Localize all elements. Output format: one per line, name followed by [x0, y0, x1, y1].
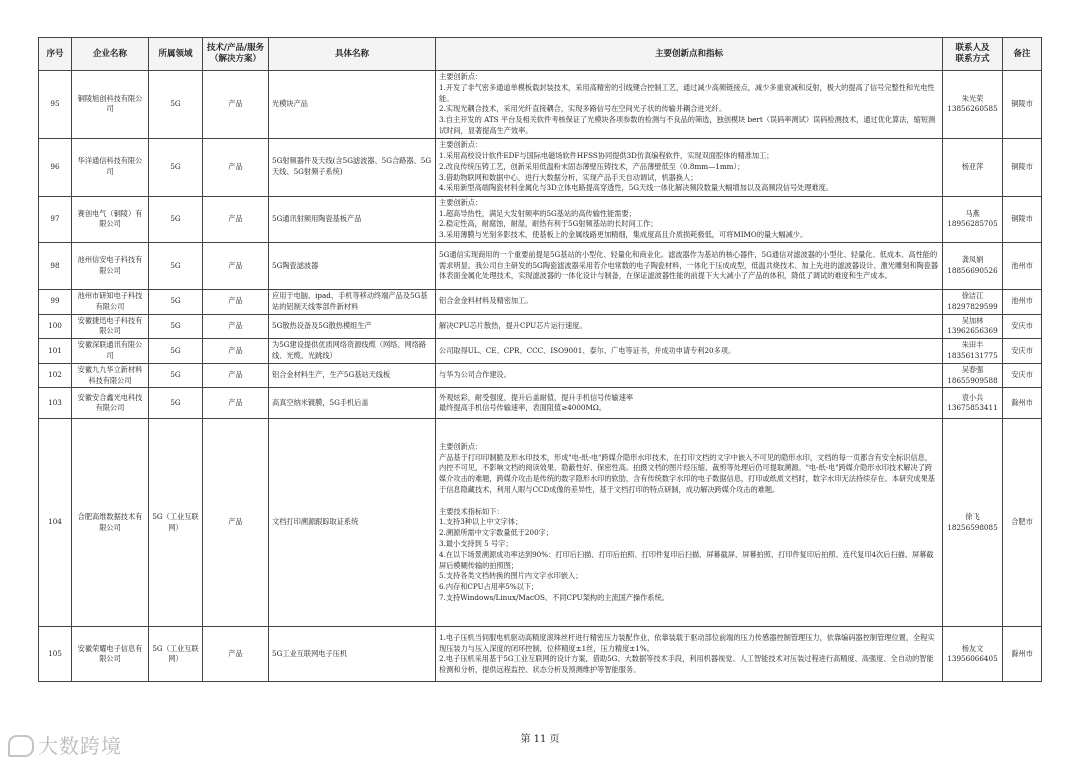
table-header-row	[39, 38, 1042, 71]
cell-innovation: 与华为公司合作建设。	[436, 363, 943, 388]
cell-note: 滁州市	[1003, 388, 1042, 419]
cell-company: 池州市研知电子科技有限公司	[72, 289, 149, 314]
table-row	[39, 339, 1042, 364]
cell-no: 103	[39, 388, 72, 419]
cell-type: 产品	[203, 419, 269, 627]
header-no: 序号	[39, 38, 72, 71]
cell-type: 产品	[203, 138, 269, 196]
table-row	[39, 71, 1042, 139]
cell-field: 5G	[149, 71, 203, 139]
cell-field: 5G	[149, 363, 203, 388]
cell-name: 5G陶瓷滤波器	[269, 242, 436, 289]
cell-contact: 杨亚萍	[943, 138, 1003, 196]
header-company: 企业名称	[72, 38, 149, 71]
cell-name: 为5G建设提供优质网络资源线缆（网络、网络路线、光缆、光跳线）	[269, 339, 436, 364]
enterprise-table	[38, 37, 1042, 682]
cell-note: 铜陵市	[1003, 71, 1042, 139]
cell-no: 104	[39, 419, 72, 627]
cell-name: 铝合金材料生产，生产5G基站天线板	[269, 363, 436, 388]
cell-name: 5G工业互联网电子压机	[269, 627, 436, 682]
table-row	[39, 138, 1042, 196]
cell-innovation: 主要创新点： 产品基于打印印制脆及形水印技术，形成"电-纸-电"跨媒介隐形水印技术，在打印文档的文字中嵌入不可见的隐形水印，文档的每一页都含有安全标识信息，内控不可见，不影响文档的阅读效果、隐蔽性好、保密性高。拍摄文档的图片经压缩、裁剪等处理后仍可提取溯源。"电-纸-电"跨媒介隐形水印技术解决了跨媒介攻击的难题，跨媒介攻击是传统的数字隐形水印的软肋，含有传统数字水印的电子数据信息，打印或纸质文档时，数字水印无法持续存在。本研究成果基于信息隐藏技术，利用人眼与CCD成像的差异性，基于文档打印的特点研制，成功解决跨媒介攻击的难题。 主要技术指标如下： 1.支持3种以上中文字体； 2.溯源所需中文字数量低于200字； 3.最小支持到 5 号字； 4.在以下场景溯源成功率达到90%：打印后扫描、打印后拍照、打印件复印后扫描、屏幕截屏、屏幕拍照、打印件复印后拍照、连代复印4次后扫描、屏幕截屏后模糊传输的拍照图； 5.支持各类文档转换的图片内文字水印嵌入； 6.内存和CPU占用率5%以下； 7.支持Windows/Linux/MacOS、不同CPU架构的主流国产操作系统。	[436, 419, 943, 627]
cell-name: 5G通讯射频用陶瓷基板产品	[269, 196, 436, 242]
cell-company: 合肥高维数据技术有限公司	[72, 419, 149, 627]
table-row	[39, 388, 1042, 419]
cell-no: 105	[39, 627, 72, 682]
cell-company: 池州信安电子科技有限公司	[72, 242, 149, 289]
cell-field: 5G（工业互联网）	[149, 627, 203, 682]
cell-field: 5G	[149, 138, 203, 196]
cell-innovation: 外观炫彩，耐受强度，提升后盖耐值，提升手机信号传输速率 最终提高手机信号传输速率，表面阻值≥4000MΩ。	[436, 388, 943, 419]
cell-type: 产品	[203, 627, 269, 682]
cell-type: 产品	[203, 388, 269, 419]
cell-note: 池州市	[1003, 242, 1042, 289]
header-name: 具体名称	[269, 38, 436, 71]
header-field: 所属领域	[149, 38, 203, 71]
cell-field: 5G	[149, 242, 203, 289]
cell-field: 5G	[149, 388, 203, 419]
table-row	[39, 196, 1042, 242]
cell-type: 产品	[203, 71, 269, 139]
table-row	[39, 419, 1042, 627]
table-row	[39, 627, 1042, 682]
cell-company: 华洋通信科技有限公司	[72, 138, 149, 196]
cell-name: 5G散热设备及5G散热模组生产	[269, 314, 436, 339]
cell-no: 96	[39, 138, 72, 196]
table-row	[39, 289, 1042, 314]
cell-note: 安庆市	[1003, 339, 1042, 364]
cell-contact: 袁小兵 13675853411	[943, 388, 1003, 419]
cell-type: 产品	[203, 363, 269, 388]
cell-contact: 马燕 18956285705	[943, 196, 1003, 242]
watermark-text: 大数跨境	[38, 734, 122, 758]
cell-no: 99	[39, 289, 72, 314]
cell-innovation: 主要创新点： 1.开发了非气密多通道单模板载封装技术，采用高精密的引线键合控制工艺，通过减少高频链接点，减少多重衰减和反射，极大的提高了信号完整性和光电性能。 2.实现光耦合技术，采用光纤直接耦合，实现多路信号在空间光子状的传输并耦合进光纤。 3.自主开发的 ATS 平台及相关软件考核保证了光模块各项参数的检测与不良品的筛选，独创模块 bert（误码率测试）误码检测技术，通过优化算法，缩短测试时间，显著提高生产效率。	[436, 71, 943, 139]
cell-contact: 徐洁江 18297829599	[943, 289, 1003, 314]
cell-contact: 杨友文 13956066405	[943, 627, 1003, 682]
cell-name: 高真空纳米镀膜，5G手机后盖	[269, 388, 436, 419]
cell-innovation: 主要创新点： 1.采用高校设计软件EDF与国际电磁场软件HFSS协同提供3D仿真编程软件，实现双面腔体的精准加工； 2.改良传统压铸工艺，创新采用低温粉末固态薄壁压铸技术，产品薄壁低至（0.8mm—1mm）； 3.借助物联网和数据中心，进行大数据分析，实现产品手天自动调试，机器换人； 4.采用新型高端陶瓷材料金属化与3D立体电路提高穿透性，5G天线一体化解决频段数量大幅增加以及高频段信号处理难度。	[436, 138, 943, 196]
table-row	[39, 363, 1042, 388]
table-row	[39, 242, 1042, 289]
page-footer: 第 11 页	[520, 734, 560, 745]
cell-type: 产品	[203, 289, 269, 314]
cell-contact: 徐飞 18256598085	[943, 419, 1003, 627]
cell-no: 98	[39, 242, 72, 289]
cell-no: 95	[39, 71, 72, 139]
cell-no: 101	[39, 339, 72, 364]
cell-note: 安庆市	[1003, 314, 1042, 339]
cell-note: 滁州市	[1003, 627, 1042, 682]
cell-no: 97	[39, 196, 72, 242]
cell-type: 产品	[203, 339, 269, 364]
cell-contact: 朱田丰 18356131775	[943, 339, 1003, 364]
cell-contact: 朱光荣 13856260585	[943, 71, 1003, 139]
cell-contact: 吴春强 18655909588	[943, 363, 1003, 388]
header-note: 备注	[1003, 38, 1042, 71]
cell-no: 102	[39, 363, 72, 388]
header-contact: 联系人及 联系方式	[943, 38, 1003, 71]
cell-contact: 龚凤娟 18856690526	[943, 242, 1003, 289]
cell-type: 产品	[203, 242, 269, 289]
cell-innovation: 解决CPU芯片散热，提升CPU芯片运行速度。	[436, 314, 943, 339]
cell-innovation: 1.电子压机当伺服电机驱动高精度滚珠丝杆进行精密压力装配作业，依靠装载于驱动部位前端的压力传感器控制管理压力，依靠编码器控制管理位置，全程实现压装力与压入深度的闭环控制，位移精度±1丝，压力精度±1%。 2.电子压机采用基于5G工业互联网的设计方案，借助5G、大数据等技术手段，利用机器视觉、人工智能技术对压装过程进行高精度、高强度、全自动的智能检测和分析，提供远程监控、状态分析及预测维护等智能服务。	[436, 627, 943, 682]
cell-name: 应用于电脑、ipad、手机等移动终端产品及5G基站的铝制天线零部件新材料	[269, 289, 436, 314]
cell-company: 安徽九九华立新材料科技有限公司	[72, 363, 149, 388]
cell-name: 光模块产品	[269, 71, 436, 139]
cell-innovation: 5G通信实现商用的一个重要前提是5G基站的小型化、轻量化和商业化。滤波器作为基站的核心器件，5G通信对滤波器的小型化、轻量化、低成本、高性能的需求明显。我公司自主研发的5G陶瓷滤波器采用若介电常数的电子陶瓷材料，一体化干压成成型，低温共烧技术、加上先进的滤波器设计、激光雕刻和陶瓷器体表面金属化处理技术，实现滤波器的一体化设计与制备，在保证滤波器性能的前提下大大减小了产品的体积，降低了调试的难度和生产成本。	[436, 242, 943, 289]
table-row	[39, 314, 1042, 339]
cell-company: 安徽荣耀电子信息有限公司	[72, 627, 149, 682]
cell-innovation: 铝合金金料材料及精密加工。	[436, 289, 943, 314]
cell-company: 安徽安合鑫光电科技有限公司	[72, 388, 149, 419]
cell-company: 安徽深联通讯有限公司	[72, 339, 149, 364]
cell-company: 安徽捷迅电子科技有限公司	[72, 314, 149, 339]
cell-company: 赛创电气（铜陵）有限公司	[72, 196, 149, 242]
cell-note: 合肥市	[1003, 419, 1042, 627]
cell-no: 100	[39, 314, 72, 339]
cell-company: 铜陵旭创科技有限公司	[72, 71, 149, 139]
header-innovation: 主要创新点和指标	[436, 38, 943, 71]
header-type: 技术/产品/服务 （解决方案）	[203, 38, 269, 71]
cell-note: 铜陵市	[1003, 196, 1042, 242]
cell-note: 铜陵市	[1003, 138, 1042, 196]
cell-note: 安庆市	[1003, 363, 1042, 388]
cell-contact: 吴加林 13962656369	[943, 314, 1003, 339]
cell-name: 文档打印溯源跟踪取证系统	[269, 419, 436, 627]
cell-innovation: 公司取得UL、CE、CPR、CCC、ISO9001、泰尔、广电等证书，并成功申请专利20多项。	[436, 339, 943, 364]
cell-innovation: 主要创新点： 1.超高导热性，满足大发射频率的5G基站的高传输性能需要； 2.稳定性高，耐腐蚀，耐湿，耐热有利于5G射频基站的长时间工作； 3.采用薄膜与光刻多影技术，使基板上的金属线路更加精细，集成度高且介质损耗极低，可将MIMO的量大幅减少。	[436, 196, 943, 242]
cell-field: 5G	[149, 314, 203, 339]
cell-field: 5G	[149, 289, 203, 314]
cell-note: 池州市	[1003, 289, 1042, 314]
cell-field: 5G	[149, 339, 203, 364]
cell-field: 5G（工业互联网）	[149, 419, 203, 627]
cell-field: 5G	[149, 196, 203, 242]
cell-name: 5G射频器件及天线(含5G滤波器、5G合路器、5G天线、5G射频子系统)	[269, 138, 436, 196]
cell-type: 产品	[203, 196, 269, 242]
cell-type: 产品	[203, 314, 269, 339]
